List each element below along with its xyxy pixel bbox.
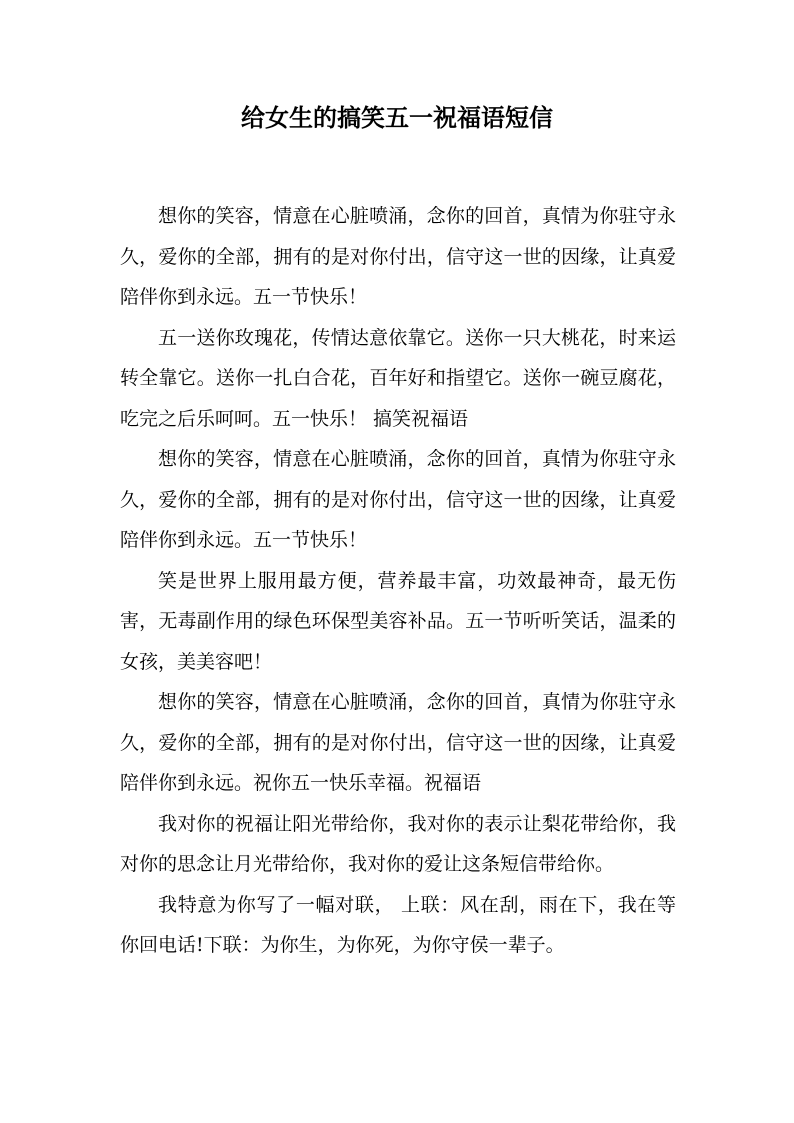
paragraph: 笑是世界上服用最方便，营养最丰富，功效最神奇，最无伤害，无毒副作用的绿色环保型美容补品。五一节听听笑话，温柔的女孩，美美容吧！ — [120, 569, 676, 673]
document-title: 给女生的搞笑五一祝福语短信 — [241, 104, 553, 132]
paragraph: 五一送你玫瑰花，传情达意依靠它。送你一只大桃花，时来运转全靠它。送你一扎白合花，百年好和指望它。送你一碗豆腐花，吃完之后乐呵呵。五一快乐！ 搞笑祝福语 — [120, 326, 676, 430]
paragraph: 我特意为你写了一幅对联， 上联：风在刮，雨在下，我在等你回电话!下联：为你生，为你死，为你守侯一辈子。 — [120, 893, 676, 956]
document-body — [120, 196, 676, 966]
paragraph: 想你的笑容，情意在心脏喷涌，念你的回首，真情为你驻守永久，爱你的全部，拥有的是对你付出，信守这一世的因缘，让真爱陪伴你到永远。祝你五一快乐幸福。祝福语 — [120, 691, 676, 794]
paragraph: 我对你的祝福让阳光带给你，我对你的表示让梨花带给你，我对你的思念让月光带给你，我对你的爱让这条短信带给你。 — [120, 812, 676, 875]
paragraph: 想你的笑容，情意在心脏喷涌，念你的回首，真情为你驻守永久，爱你的全部，拥有的是对你付出，信守这一世的因缘，让真爱陪伴你到永远。五一节快乐！ — [120, 205, 676, 308]
paragraph: 想你的笑容，情意在心脏喷涌，念你的回首，真情为你驻守永久，爱你的全部，拥有的是对你付出，信守这一世的因缘，让真爱陪伴你到永远。五一节快乐！ — [120, 448, 676, 551]
